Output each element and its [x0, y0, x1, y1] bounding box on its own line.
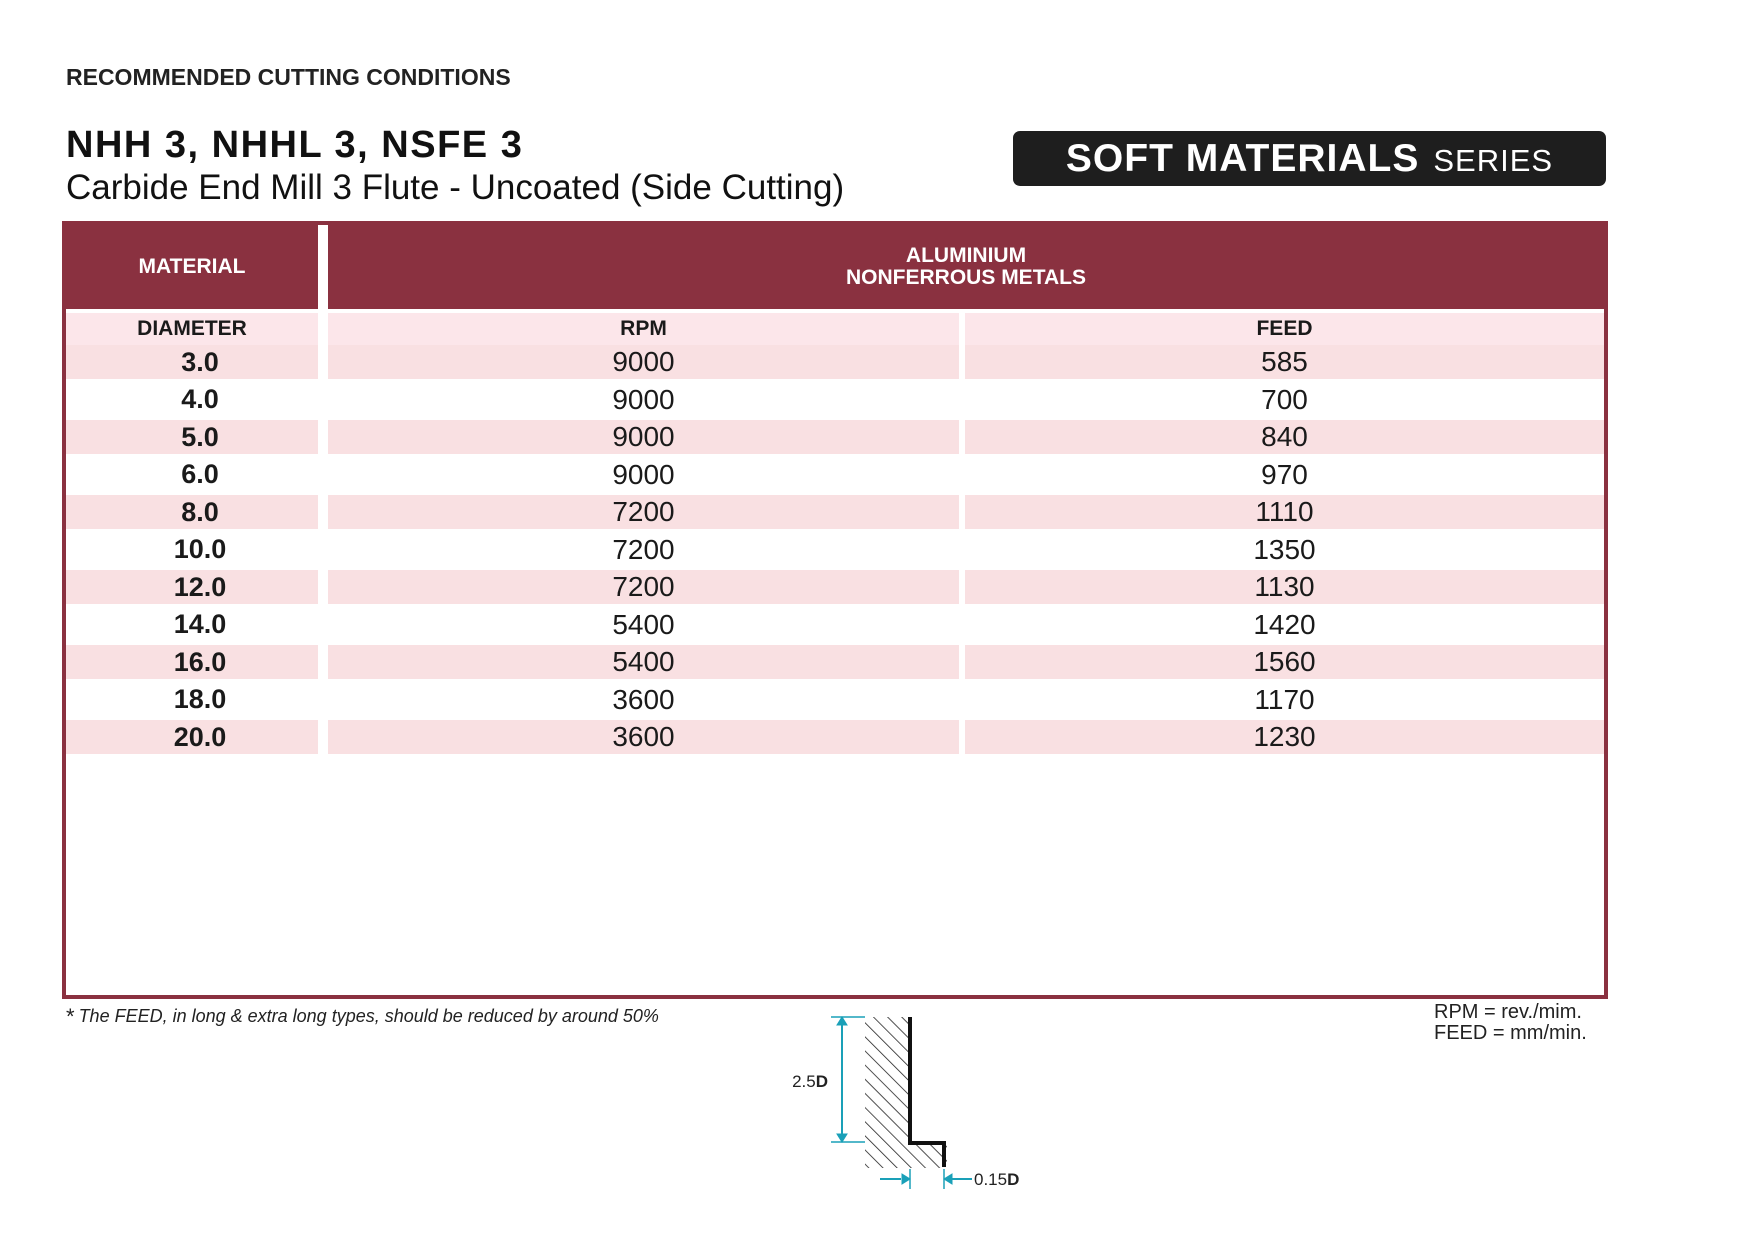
- diameter-cell: 5.0: [66, 420, 318, 454]
- rpm-cell: 7200: [328, 570, 959, 604]
- diameter-cell: 18.0: [173, 684, 227, 714]
- rpm-cell: 7200: [328, 495, 959, 529]
- table-row: [66, 570, 1604, 604]
- table-row: [66, 383, 1604, 417]
- material-group-line1: ALUMINIUM: [905, 244, 1027, 267]
- diameter-cell: 8.0: [66, 495, 318, 529]
- width-dimension-label: 0.15D: [974, 1170, 1020, 1189]
- diameter-cell: 3.0: [66, 345, 318, 379]
- units-legend: [1434, 1002, 1587, 1044]
- section-label: RECOMMENDED CUTTING CONDITIONS: [66, 64, 511, 90]
- rpm-cell: 9000: [612, 458, 675, 490]
- rpm-cell: 3600: [612, 683, 675, 715]
- feed-cell: 585: [965, 345, 1604, 379]
- table-row: [66, 345, 1604, 379]
- table-row: [66, 458, 1604, 492]
- diameter-cell: 20.0: [66, 720, 318, 754]
- feed-cell: 970: [1261, 458, 1308, 490]
- feed-cell: 840: [965, 420, 1604, 454]
- feed-cell: 1420: [1253, 608, 1316, 640]
- feed-cell: 1560: [965, 645, 1604, 679]
- footnote-text: The FEED, in long & extra long types, should be reduced by around 50%: [78, 1006, 659, 1026]
- table-row: [66, 495, 1604, 529]
- table-row: [66, 645, 1604, 679]
- table-row: [66, 720, 1604, 754]
- rpm-cell: 5400: [328, 645, 959, 679]
- feed-cell: 1230: [965, 720, 1604, 754]
- rpm-cell: 9000: [328, 345, 959, 379]
- diameter-cell: 10.0: [173, 534, 227, 564]
- workpiece-outline: [910, 1017, 944, 1167]
- column-header-feed: FEED: [965, 313, 1604, 345]
- product-subtitle: Carbide End Mill 3 Flute - Uncoated (Side Cutting): [66, 168, 845, 207]
- feed-cell: 700: [1261, 383, 1308, 415]
- series-badge-main: SOFT MATERIALS: [1065, 136, 1420, 180]
- feed-cell: 1110: [965, 495, 1604, 529]
- diameter-cell: 4.0: [181, 384, 219, 414]
- series-badge: [1013, 131, 1606, 186]
- table-row: [66, 533, 1604, 567]
- column-header-diameter: DIAMETER: [66, 313, 318, 345]
- feed-cell: 1350: [1253, 533, 1316, 565]
- footnote-star: *: [66, 1004, 75, 1029]
- feed-cell: 1130: [965, 570, 1604, 604]
- table-row: [66, 420, 1604, 454]
- table-row: [66, 608, 1604, 642]
- diameter-cell: 12.0: [66, 570, 318, 604]
- diameter-cell: 6.0: [181, 459, 219, 489]
- material-group-line2: NONFERROUS METALS: [846, 266, 1086, 289]
- rpm-cell: 9000: [612, 383, 675, 415]
- diameter-cell: 14.0: [173, 609, 227, 639]
- product-title: NHH 3, NHHL 3, NSFE 3: [66, 124, 524, 166]
- unit-rpm: RPM = rev./mim.: [1434, 1001, 1582, 1023]
- diameter-cell: 16.0: [66, 645, 318, 679]
- material-header: MATERIAL: [66, 225, 318, 309]
- series-badge-suffix: SERIES: [1433, 142, 1554, 178]
- rpm-cell: 5400: [612, 608, 675, 640]
- feed-cell: 1170: [1254, 683, 1315, 715]
- rpm-cell: 3600: [328, 720, 959, 754]
- rpm-cell: 9000: [328, 420, 959, 454]
- width-dimension-arrow: [880, 1169, 972, 1189]
- rpm-cell: 7200: [612, 533, 675, 565]
- workpiece-hatching: [859, 1017, 947, 1169]
- cut-depth-diagram: [786, 1015, 1046, 1205]
- footnote: [66, 1004, 659, 1030]
- table-row: [66, 683, 1604, 717]
- column-header-rpm: RPM: [328, 313, 959, 345]
- unit-feed: FEED = mm/min.: [1434, 1022, 1587, 1044]
- material-group-header: [328, 225, 1604, 309]
- depth-dimension-label: 2.5D: [792, 1072, 828, 1091]
